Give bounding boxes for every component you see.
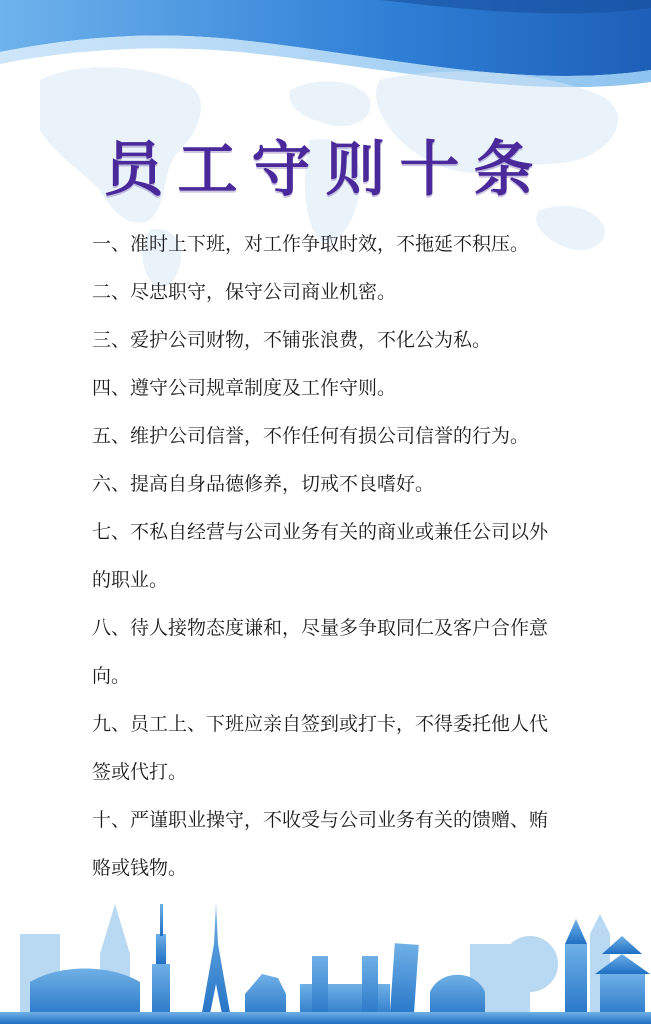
rule-text-continuation: 向。 bbox=[92, 665, 131, 687]
rule-text: 三、爱护公司财物，不铺张浪费，不化公为私。 bbox=[92, 329, 492, 351]
rule-text: 八、待人接物态度谦和，尽量多争取同仁及客户合作意 bbox=[92, 617, 549, 639]
rule-text: 六、提高自身品德修养，切戒不良嗜好。 bbox=[92, 473, 435, 495]
rule-text: 五、维护公司信誉，不作任何有损公司信誉的行为。 bbox=[92, 425, 530, 447]
rule-item bbox=[92, 316, 612, 364]
rule-text: 十、严谨职业操守，不收受与公司业务有关的馈赠、贿 bbox=[92, 809, 549, 831]
rule-item bbox=[92, 268, 612, 316]
rule-item bbox=[92, 604, 612, 700]
rule-text-continuation: 赂或钱物。 bbox=[92, 857, 188, 879]
rule-item bbox=[92, 220, 612, 268]
page-title: 员工守则十条 bbox=[103, 135, 548, 205]
rule-text: 二、尽忠职守，保守公司商业机密。 bbox=[92, 281, 397, 303]
rule-text: 七、不私自经营与公司业务有关的商业或兼任公司以外 bbox=[92, 521, 549, 543]
rule-text: 四、遵守公司规章制度及工作守则。 bbox=[92, 377, 397, 399]
rule-text: 九、员工上、下班应亲自签到或打卡，不得委托他人代 bbox=[92, 713, 549, 735]
rule-item bbox=[92, 412, 612, 460]
rule-item bbox=[92, 460, 612, 508]
rule-text: 一、准时上下班，对工作争取时效，不拖延不积压。 bbox=[92, 233, 530, 255]
city-skyline-icon bbox=[0, 874, 651, 1024]
rule-item bbox=[92, 508, 612, 604]
rules-list bbox=[92, 220, 612, 892]
rule-item bbox=[92, 700, 612, 796]
rule-text-continuation: 签或代打。 bbox=[92, 761, 188, 783]
rule-item bbox=[92, 364, 612, 412]
rule-text-continuation: 的职业。 bbox=[92, 569, 169, 591]
